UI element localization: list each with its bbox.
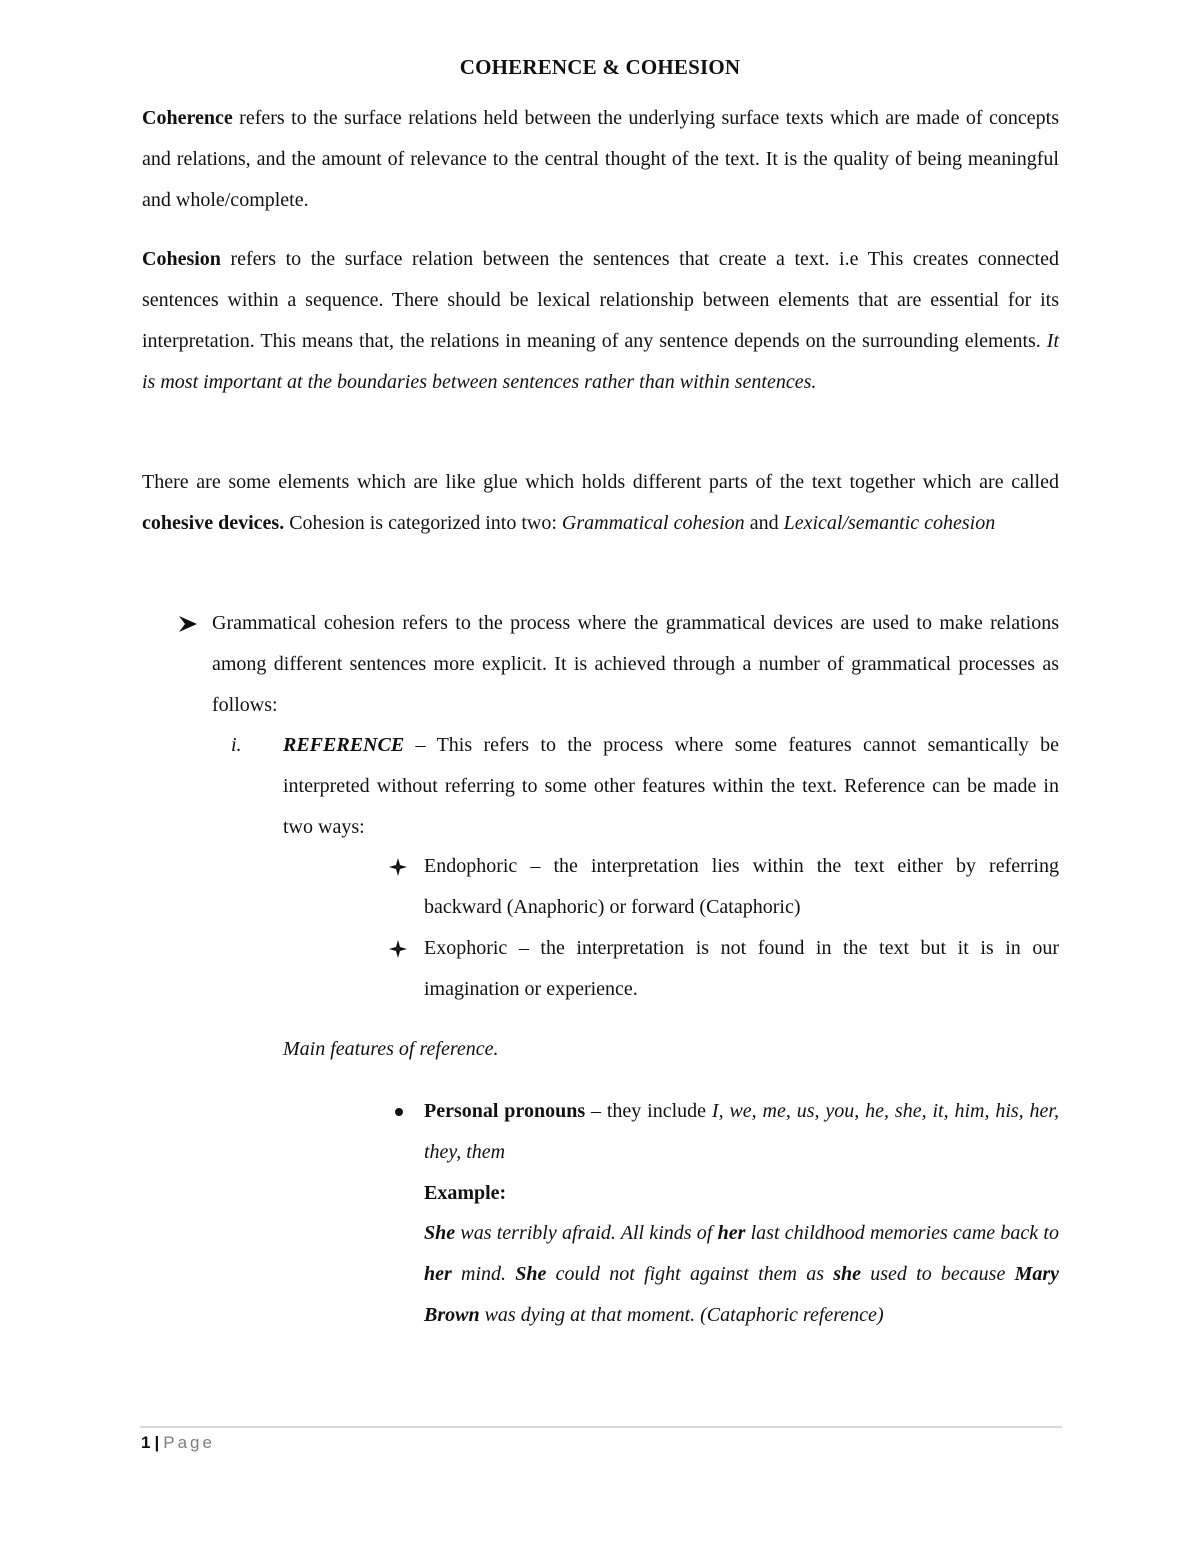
- exophoric-item: Exophoric – the interpretation is not found in the text but it is in our imagination or experience.: [424, 937, 1059, 1000]
- example-label: Example:: [424, 1182, 507, 1204]
- page-word: Page: [163, 1433, 215, 1452]
- example-text-5: used to because: [861, 1263, 1015, 1285]
- personal-pronouns-text: – they include: [585, 1100, 712, 1122]
- footer-separator: |: [154, 1433, 160, 1452]
- arrow-bullet-icon-svg: [177, 614, 199, 634]
- diamond-bullet-icon: [388, 928, 408, 969]
- page-title: COHERENCE & COHESION: [459, 55, 741, 79]
- arrow-bullet-icon: [177, 603, 199, 644]
- example-she-1: She: [424, 1222, 456, 1244]
- footer-divider: [140, 1426, 1062, 1428]
- reference-numeral: i.: [231, 734, 242, 756]
- cohesion-term: Cohesion: [142, 248, 221, 270]
- cohesive-devices-term: cohesive devices.: [142, 512, 285, 534]
- dot-bullet-icon: [395, 1091, 403, 1132]
- example-she-3: she: [833, 1263, 862, 1285]
- lexical-cohesion-term: Lexical/semantic cohesion: [783, 512, 996, 534]
- page-number: 1: [141, 1433, 151, 1452]
- dot-bullet-icon-shape: [395, 1108, 403, 1116]
- example-text-1: was terribly afraid. All kinds of: [455, 1222, 718, 1244]
- personal-pronouns-item: [424, 1091, 1059, 1173]
- example-name: Mary Brown: [424, 1263, 1060, 1326]
- example-text: [424, 1213, 1059, 1336]
- page-footer: [141, 1431, 215, 1455]
- personal-pronouns-list: I, we, me, us, you, he, she, it, him, his, her, they, them: [424, 1100, 1059, 1163]
- coherence-term: Coherence: [142, 107, 233, 129]
- personal-pronouns-term: Personal pronouns: [424, 1100, 586, 1122]
- example-text-3: mind.: [451, 1263, 516, 1285]
- conjunction-text: and: [744, 512, 784, 534]
- example-text-4: could not fight against them as: [546, 1263, 834, 1285]
- example-she-2: She: [515, 1263, 547, 1285]
- endophoric-item: Endophoric – the interpretation lies within the text either by referring backward (Anaphoric) or forward (Cataphoric): [424, 855, 1059, 918]
- reference-term: REFERENCE: [283, 734, 405, 756]
- cohesive-devices-paragraph: [142, 462, 1059, 544]
- coherence-paragraph: [142, 98, 1059, 221]
- coherence-text: refers to the surface relations held between the underlying surface texts which are made of concepts and relations, and the amount of relevance to the central thought of the text. It is the quality of being meaningful and whole/complete.: [142, 107, 1059, 211]
- example-her-2: her: [424, 1263, 452, 1285]
- reference-item: [283, 725, 1059, 848]
- example-her-1: her: [717, 1222, 746, 1244]
- grammatical-cohesion-term: Grammatical cohesion: [561, 512, 745, 534]
- main-features-heading: Main features of reference.: [283, 1038, 499, 1060]
- example-text-6: was dying at that moment. (Cataphoric reference): [479, 1304, 884, 1326]
- example-text-2: last childhood memories came back to: [745, 1222, 1059, 1244]
- cohesion-italic-note: It is most important at the boundaries between sentences rather than within sentences.: [142, 330, 1059, 393]
- diamond-bullet-icon: [388, 846, 408, 887]
- diamond-bullet-icon-svg: [388, 857, 408, 877]
- cohesion-categories-text: Cohesion is categorized into two:: [284, 512, 562, 534]
- diamond-bullet-icon-svg: [388, 939, 408, 959]
- cohesion-text: refers to the surface relation between the sentences that create a text. i.e This creates connected sentences within a sequence. There should be lexical relationship between elements that are essential for its interpretation. This means that, the relations in meaning of any sentence depends on the surrounding elements.: [142, 248, 1059, 352]
- cohesive-devices-text: There are some elements which are like glue which holds different parts of the text together which are called: [142, 471, 1059, 493]
- cohesion-paragraph: [142, 239, 1059, 403]
- reference-text: – This refers to the process where some features cannot semantically be interpreted without referring to some other features within the text. Reference can be made in two ways:: [283, 734, 1059, 838]
- grammatical-cohesion-item: Grammatical cohesion refers to the process where the grammatical devices are used to make relations among different sentences more explicit. It is achieved through a number of grammatical processes as follows:: [212, 612, 1059, 716]
